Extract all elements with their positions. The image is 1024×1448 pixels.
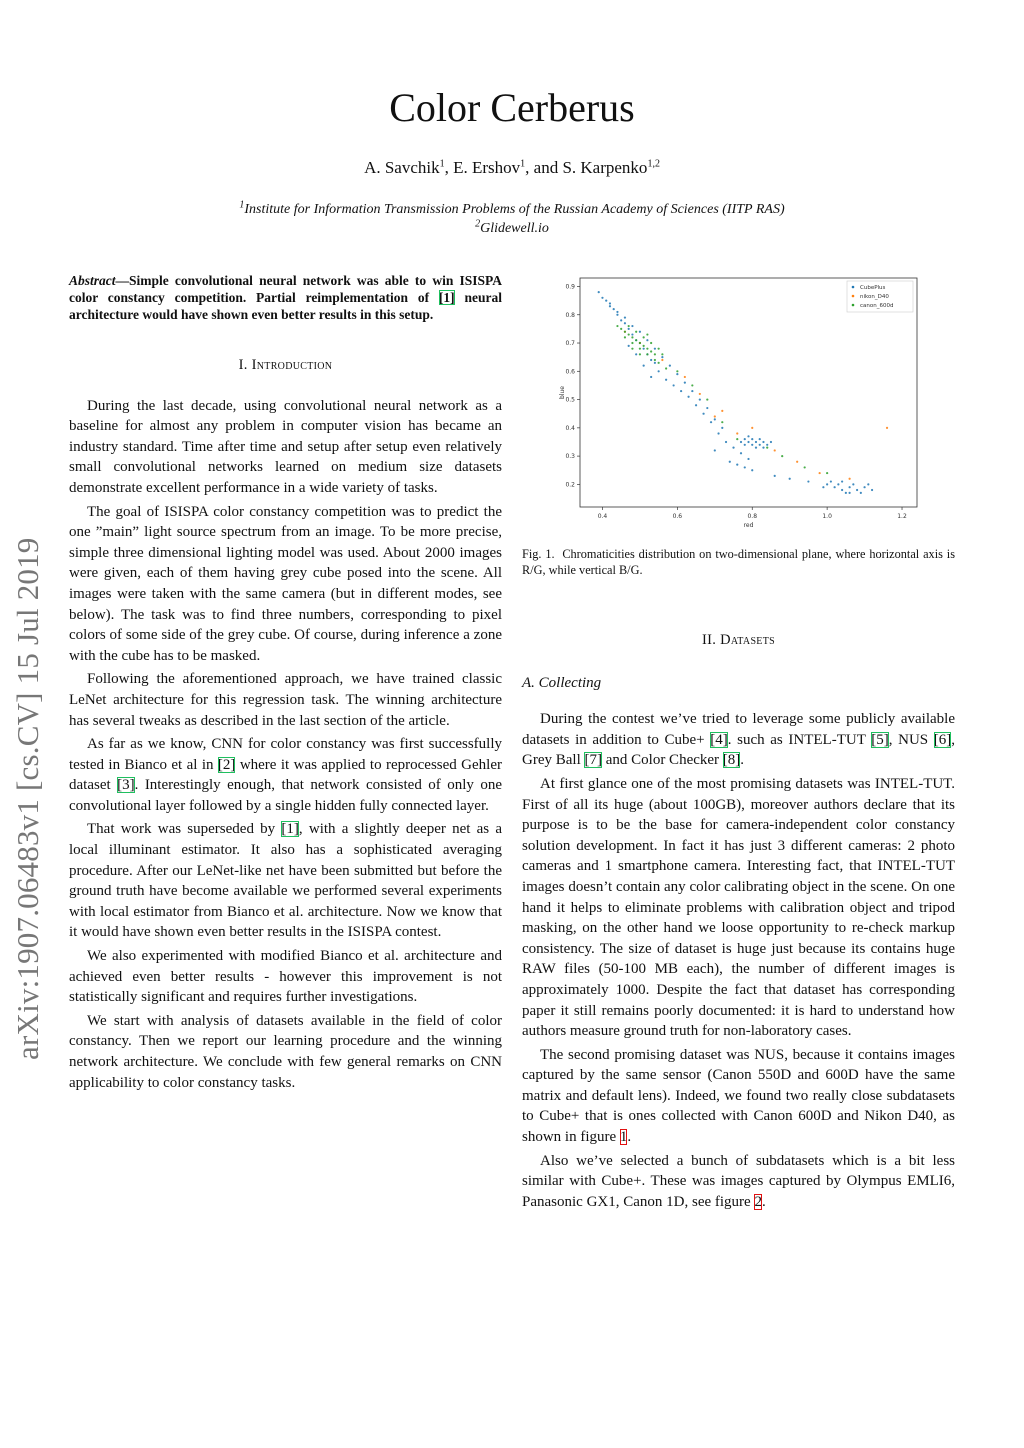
- affiliations: [0, 200, 1024, 238]
- left-column: [69, 272, 502, 1096]
- section-title: Introduction: [251, 357, 333, 373]
- paragraph: [69, 396, 502, 499]
- right-column: [522, 546, 955, 1215]
- legend-entry: nikon_D40: [860, 294, 889, 300]
- data-point-cubeplus: [620, 319, 622, 321]
- data-point-cubeplus: [691, 390, 693, 392]
- data-point-cubeplus: [774, 475, 776, 477]
- data-point-cubeplus: [807, 480, 809, 482]
- affiliation-2-text: Glidewell.io: [480, 221, 549, 236]
- data-point-cubeplus: [770, 441, 772, 443]
- paragraph-text: and Color Checker: [601, 752, 723, 769]
- citation-link[interactable]: [2]: [217, 756, 236, 773]
- data-point-cubeplus: [863, 486, 865, 488]
- data-point-cubeplus: [871, 489, 873, 491]
- data-point-cubeplus: [628, 345, 630, 347]
- paragraph-text: During the last decade, using convolutional neural network as a baseline for almost any problem in computer vision has became an industry standard. Time after time and setup after setup even relatively small convolutional networks learned on medium size datasets demonstrate excellent performance in a wide variety of tasks.: [69, 397, 502, 496]
- paragraph: [522, 1151, 955, 1213]
- data-point-nikon-d40: [661, 359, 663, 361]
- data-point-cubeplus: [841, 480, 843, 482]
- data-point-cubeplus: [849, 486, 851, 488]
- data-point-canon-600d: [650, 350, 652, 352]
- data-point-canon-600d: [635, 339, 637, 341]
- paragraph: [522, 709, 955, 771]
- paragraph: [522, 774, 955, 1042]
- data-point-canon-600d: [721, 421, 723, 423]
- paragraph: [69, 502, 502, 667]
- data-point-canon-600d: [676, 370, 678, 372]
- data-point-canon-600d: [639, 353, 641, 355]
- paragraph-text: .: [761, 1193, 766, 1210]
- data-point-cubeplus: [762, 447, 764, 449]
- y-tick-label: 0.8: [565, 311, 575, 319]
- data-point-cubeplus: [643, 365, 645, 367]
- data-point-canon-600d: [691, 384, 693, 386]
- paragraph: [69, 946, 502, 1008]
- data-point-cubeplus: [676, 373, 678, 375]
- legend-marker: [852, 304, 855, 307]
- data-point-cubeplus: [650, 359, 652, 361]
- data-point-nikon-d40: [886, 427, 888, 429]
- abstract-dash: —: [115, 273, 130, 288]
- data-point-cubeplus: [706, 407, 708, 409]
- data-point-canon-600d: [646, 348, 648, 350]
- paragraph-text: We start with analysis of datasets available in the field of color constancy. Then we report our learning procedure and the winning network architecture. We conclude with few general remarks on CNN applicability to color constancy tasks.: [69, 1012, 502, 1091]
- data-point-canon-600d: [646, 333, 648, 335]
- x-tick-label: 0.8: [747, 513, 758, 520]
- data-point-canon-600d: [658, 348, 660, 350]
- data-point-cubeplus: [732, 447, 734, 449]
- datasets-body: [522, 709, 955, 1212]
- paragraph: [522, 1045, 955, 1148]
- subsection-heading-collecting: A. Collecting: [522, 674, 602, 691]
- data-point-canon-600d: [643, 345, 645, 347]
- data-point-cubeplus: [680, 390, 682, 392]
- data-point-canon-600d: [631, 348, 633, 350]
- data-point-cubeplus: [766, 444, 768, 446]
- data-point-cubeplus: [736, 463, 738, 465]
- author-2-sup: 1: [520, 158, 526, 170]
- abstract-text-2: neural architecture would have shown even better results in this setup.: [69, 290, 502, 322]
- data-point-canon-600d: [650, 342, 652, 344]
- y-tick-label: 0.3: [565, 453, 575, 461]
- data-point-canon-600d: [631, 342, 633, 344]
- author-3-sup: 1,2: [647, 158, 660, 170]
- data-point-cubeplus: [654, 348, 656, 350]
- data-point-cubeplus: [852, 483, 854, 485]
- data-point-cubeplus: [834, 486, 836, 488]
- data-point-cubeplus: [658, 370, 660, 372]
- affiliation-2: [0, 219, 1024, 238]
- citation-link[interactable]: [4]: [710, 731, 728, 748]
- data-point-nikon-d40: [774, 449, 776, 451]
- data-point-canon-600d: [658, 362, 660, 364]
- paragraph-text: During the contest we’ve tried to leverage some publicly available datasets in addition to Cube+: [522, 711, 955, 748]
- data-point-cubeplus: [751, 469, 753, 471]
- data-point-cubeplus: [635, 353, 637, 355]
- paragraph-text: . Interestingly enough, that network consisted of only one convolutional layer followed by a single hidden fully connected layer.: [69, 777, 502, 814]
- paragraph-text: We also experimented with modified Bianco et al. architecture and achieved even better results - however this improvement is not statistically significant and requires further investigations.: [69, 948, 502, 1006]
- data-point-cubeplus: [624, 316, 626, 318]
- legend-marker: [852, 295, 855, 298]
- y-tick-label: 0.6: [565, 368, 575, 376]
- paragraph-text: As far as we know, CNN for color constancy was first successfully tested in Bianco et al in: [69, 736, 502, 773]
- abstract: [69, 272, 502, 323]
- affiliation-1: [0, 200, 1024, 219]
- paragraph-text: The goal of ISISPA color constancy competition was to predict the one ”main” light source spectrum from an image. To be more precise, simple three dimensional lighting model was used. About 2000 images were given, each of them having grey cube posed into the scene. All images were taken with the same camera (but in different modes, see below). The task was to find three numbers, corresponding to pixel colors of some side of the grey cube. Of course, during inference a zone with the cube has to be masked.: [69, 503, 502, 664]
- data-point-cubeplus: [725, 441, 727, 443]
- paragraph: [69, 669, 502, 731]
- legend-entry: canon_600d: [860, 303, 894, 309]
- y-tick-label: 0.7: [565, 340, 575, 348]
- data-point-cubeplus: [687, 396, 689, 398]
- data-point-canon-600d: [781, 455, 783, 457]
- author-2: E. Ershov: [453, 158, 521, 177]
- data-point-cubeplus: [699, 398, 701, 400]
- author-sep-2: , and: [525, 158, 563, 177]
- data-point-cubeplus: [695, 404, 697, 406]
- data-point-cubeplus: [740, 452, 742, 454]
- data-point-cubeplus: [744, 444, 746, 446]
- data-point-cubeplus: [747, 435, 749, 437]
- data-point-cubeplus: [609, 305, 611, 307]
- paragraph-text: The second promising dataset was NUS, because it contains images captured by the same sensor (Canon 550D and 600D have the same matrix and default lens). Indeed, we found two really close subdatasets to Cube+ that is ones collected with Canon 600D and Nikon D40, as shown in figure: [522, 1046, 955, 1146]
- data-point-nikon-d40: [819, 472, 821, 474]
- data-point-cubeplus: [646, 339, 648, 341]
- y-tick-label: 0.9: [565, 283, 575, 291]
- author-sep-1: ,: [444, 158, 454, 177]
- figure-reference-link[interactable]: 1: [619, 1129, 628, 1146]
- y-tick-label: 0.2: [565, 481, 575, 489]
- legend-entry: CubePlus: [860, 285, 886, 291]
- data-point-cubeplus: [631, 333, 633, 335]
- data-point-cubeplus: [673, 384, 675, 386]
- data-point-canon-600d: [624, 331, 626, 333]
- data-point-canon-600d: [631, 336, 633, 338]
- data-point-cubeplus: [856, 489, 858, 491]
- data-point-cubeplus: [751, 438, 753, 440]
- affiliation-1-text: Institute for Information Transmission Problems of the Russian Academy of Sciences (IITP RAS): [244, 202, 785, 217]
- x-tick-label: 1.2: [897, 513, 907, 520]
- data-point-canon-600d: [620, 328, 622, 330]
- introduction-body: [69, 396, 502, 1094]
- paragraph-text: . such as INTEL-TUT: [727, 731, 872, 748]
- data-point-cubeplus: [616, 311, 618, 313]
- data-point-cubeplus: [684, 382, 686, 384]
- data-point-nikon-d40: [721, 410, 723, 412]
- data-point-cubeplus: [849, 492, 851, 494]
- data-point-cubeplus: [759, 444, 761, 446]
- data-point-cubeplus: [643, 348, 645, 350]
- section-number: I.: [238, 357, 252, 373]
- paragraph: [69, 819, 502, 943]
- figure-reference-link[interactable]: 2: [754, 1193, 762, 1210]
- abstract-citation[interactable]: [1]: [438, 290, 455, 305]
- data-point-nikon-d40: [751, 427, 753, 429]
- section-title: Datasets: [720, 632, 775, 648]
- data-point-cubeplus: [867, 483, 869, 485]
- paragraph: [69, 734, 502, 816]
- data-point-cubeplus: [714, 449, 716, 451]
- data-point-cubeplus: [598, 291, 600, 293]
- data-point-cubeplus: [744, 466, 746, 468]
- data-point-cubeplus: [717, 432, 719, 434]
- paragraph-text: At first glance one of the most promising datasets was INTEL-TUT. First of all its huge (about 100GB), moreover authors declare that its purpose is to be the base for camera-independent color constancy solution development. In fact it has just 3 different cameras: 2 photo cameras and 1 smartphone camera. Interesting fact, that INTEL-TUT images doesn’t contain any color calibrating object in the scene. On one hand it helps to eliminate problems with calibration object and tripod masking, on the other hand we loose opportunity to re-check markup consistency. The size of dataset is huge just because its contains huge RAW files (50-100 MB each), the number of different images is approximately 1000. Despite the fact that dataset has corresponding paper it still remains poorly documented: it is hard to understand how authors measure ground truth for non-laboratory cases.: [522, 775, 955, 1040]
- data-point-canon-600d: [654, 359, 656, 361]
- data-point-canon-600d: [654, 353, 656, 355]
- data-point-cubeplus: [639, 331, 641, 333]
- citation-link[interactable]: [7]: [584, 752, 602, 769]
- paragraph-text: That work was superseded by: [87, 821, 282, 838]
- data-point-cubeplus: [601, 297, 603, 299]
- data-point-cubeplus: [751, 444, 753, 446]
- data-point-cubeplus: [837, 483, 839, 485]
- data-point-cubeplus: [845, 492, 847, 494]
- author-1-sup: 1: [439, 158, 445, 170]
- x-axis-label: red: [743, 522, 754, 529]
- author-3: S. Karpenko: [562, 158, 648, 177]
- data-point-cubeplus: [661, 356, 663, 358]
- paragraph-text: , with a slightly deeper net as a local illuminant estimator. It also has a sophisticated averaging procedure. After our LeNet-like net have been submitted but before the ground truth have become available we performed several experiments with local estimator from Bianco et al. architecture. Now we know that it would have shown even better results in the ISISPA contest.: [69, 821, 502, 941]
- paragraph-text: Following the aforementioned approach, we have trained classic LeNet architecture for this regression task. The winning architecture has several tweaks as described in the last section of the article.: [69, 671, 502, 729]
- x-tick-label: 0.4: [597, 513, 608, 520]
- abstract-label: Abstract: [69, 273, 116, 288]
- author-list: [0, 158, 1024, 178]
- data-point-cubeplus: [710, 421, 712, 423]
- paragraph-text: , NUS: [888, 731, 934, 748]
- data-point-canon-600d: [706, 398, 708, 400]
- data-point-nikon-d40: [849, 478, 851, 480]
- data-point-canon-600d: [616, 325, 618, 327]
- data-point-cubeplus: [755, 447, 757, 449]
- data-point-cubeplus: [669, 365, 671, 367]
- data-point-canon-600d: [639, 348, 641, 350]
- affiliation-1-sup: 1: [239, 199, 245, 211]
- data-point-canon-600d: [665, 367, 667, 369]
- data-point-canon-600d: [826, 472, 828, 474]
- paragraph-text: , Grey Ball: [522, 731, 956, 769]
- citation-link[interactable]: [3]: [117, 777, 135, 794]
- data-point-cubeplus: [609, 302, 611, 304]
- data-point-cubeplus: [721, 427, 723, 429]
- data-point-nikon-d40: [736, 432, 738, 434]
- data-point-cubeplus: [650, 376, 652, 378]
- data-point-cubeplus: [747, 458, 749, 460]
- citation-link[interactable]: [5]: [871, 731, 889, 748]
- y-tick-label: 0.5: [565, 396, 575, 404]
- data-point-cubeplus: [665, 379, 667, 381]
- data-point-cubeplus: [755, 441, 757, 443]
- data-point-cubeplus: [822, 486, 824, 488]
- section-heading-datasets: [522, 630, 955, 651]
- affiliation-2-sup: 2: [475, 218, 481, 230]
- data-point-canon-600d: [628, 333, 630, 335]
- section-heading-introduction: [69, 355, 502, 376]
- data-point-nikon-d40: [699, 393, 701, 395]
- data-point-nikon-d40: [796, 461, 798, 463]
- citation-link[interactable]: [8]: [722, 752, 741, 769]
- paragraph: [69, 1011, 502, 1093]
- data-point-canon-600d: [639, 342, 641, 344]
- data-point-cubeplus: [841, 489, 843, 491]
- data-point-cubeplus: [744, 438, 746, 440]
- data-point-cubeplus: [702, 413, 704, 415]
- data-point-cubeplus: [628, 328, 630, 330]
- data-point-canon-600d: [736, 438, 738, 440]
- paragraph-text: Also we’ve selected a bunch of subdatasets which is a bit less similar with Cube+. These was images captured by Olympus EMLI6, Panasonic GX1, Canon 1D, see figure: [522, 1152, 955, 1210]
- data-point-cubeplus: [613, 308, 615, 310]
- data-point-cubeplus: [789, 478, 791, 480]
- data-point-cubeplus: [605, 300, 607, 302]
- y-axis-label: blue: [559, 386, 566, 399]
- data-point-cubeplus: [740, 441, 742, 443]
- citation-link[interactable]: [1]: [281, 821, 299, 838]
- abstract-text-1: Simple convolutional neural network was able to win ISISPA color constancy competition. Partial reimplementation of: [69, 273, 502, 305]
- data-point-canon-600d: [804, 466, 806, 468]
- paragraph-text: where it was applied to reprocessed Gehler dataset: [69, 756, 502, 794]
- data-point-cubeplus: [631, 325, 633, 327]
- data-point-cubeplus: [747, 441, 749, 443]
- data-point-cubeplus: [714, 418, 716, 420]
- x-tick-label: 1.0: [822, 513, 832, 520]
- data-point-cubeplus: [762, 441, 764, 443]
- paragraph-text: .: [740, 752, 745, 769]
- data-point-canon-600d: [643, 336, 645, 338]
- arxiv-identifier: arXiv:1907.06483v1 [cs.CV] 15 Jul 2019: [10, 537, 45, 1060]
- data-point-cubeplus: [624, 322, 626, 324]
- figure-1-label: Fig. 1.: [522, 547, 555, 561]
- y-tick-label: 0.4: [565, 424, 575, 432]
- section-number: II.: [702, 632, 721, 648]
- data-point-canon-600d: [646, 353, 648, 355]
- figure-1-caption: [522, 546, 955, 578]
- data-point-canon-600d: [766, 447, 768, 449]
- data-point-canon-600d: [661, 353, 663, 355]
- data-point-cubeplus: [654, 362, 656, 364]
- data-point-cubeplus: [616, 314, 618, 316]
- data-point-nikon-d40: [684, 376, 686, 378]
- data-point-canon-600d: [635, 331, 637, 333]
- data-point-nikon-d40: [714, 415, 716, 417]
- plot-frame: [580, 278, 917, 507]
- data-point-cubeplus: [759, 438, 761, 440]
- data-point-cubeplus: [826, 483, 828, 485]
- author-1: A. Savchik: [364, 158, 440, 177]
- data-point-cubeplus: [860, 492, 862, 494]
- figure-1-chart: [540, 275, 920, 530]
- data-point-canon-600d: [628, 325, 630, 327]
- figure-1-caption-text: Chromaticities distribution on two-dimensional plane, where horizontal axis is R/G, while vertical B/G.: [522, 547, 955, 577]
- paragraph-text: .: [627, 1129, 632, 1146]
- citation-link[interactable]: [6]: [933, 731, 952, 748]
- legend-marker: [852, 286, 855, 289]
- data-point-canon-600d: [624, 336, 626, 338]
- paper-title: Color Cerberus: [389, 85, 635, 130]
- data-point-cubeplus: [729, 461, 731, 463]
- data-point-cubeplus: [830, 480, 832, 482]
- x-tick-label: 0.6: [672, 513, 683, 520]
- scatter-plot: [540, 275, 920, 530]
